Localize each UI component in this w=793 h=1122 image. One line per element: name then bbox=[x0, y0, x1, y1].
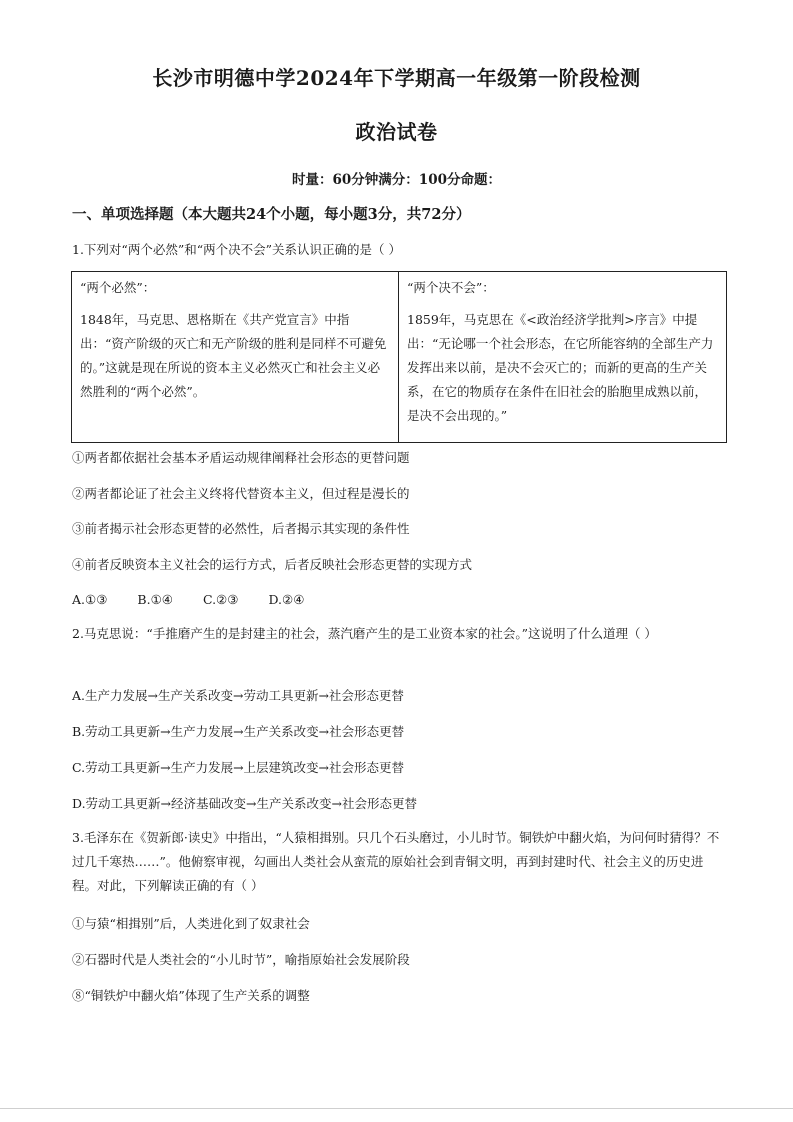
table-left-heading: “两个必然”： bbox=[80, 280, 156, 295]
question-2-stem: 2.马克思说：“手推磨产生的是封建主的社会，蒸汽磨产生的是工业资本家的社会。”这说明了什么道理（ ） bbox=[72, 626, 657, 641]
q2-option-b[interactable]: B.劳动工具更新→生产力发展→生产关系改变→社会形态更替 bbox=[72, 724, 405, 739]
table-left-body: 1848年，马克思、恩格斯在《共产党宣言》中指出：“资产阶级的灭亡和无产阶级的胜利是同样不可避免的。”这就是现在所说的资本主义必然灭亡和社会主义必然胜利的“两个必然”。 bbox=[80, 312, 387, 399]
table-cell-two-inevitables bbox=[72, 272, 399, 443]
exam-subject: 政治试卷 bbox=[355, 120, 438, 144]
q2-option-a[interactable]: A.生产力发展→生产关系改变→劳动工具更新→社会形态更替 bbox=[72, 688, 404, 703]
page-bottom-rule bbox=[0, 1108, 793, 1109]
question-1-stem: 1.下列对“两个必然”和“两个决不会”关系认识正确的是（ ） bbox=[72, 242, 401, 257]
q1-statement-3: ③前者揭示社会形态更替的必然性，后者揭示其实现的条件性 bbox=[72, 521, 410, 536]
q1-statement-1: ①两者都依据社会基本矛盾运动规律阐释社会形态的更替问题 bbox=[72, 450, 410, 465]
q3-statement-2: ②石器时代是人类社会的“小儿时节”，喻指原始社会发展阶段 bbox=[72, 952, 410, 967]
q1-choice-a[interactable]: A.①③ bbox=[72, 592, 108, 607]
q1-choice-c[interactable]: C.②③ bbox=[202, 592, 239, 607]
q1-choices bbox=[72, 592, 330, 607]
q2-option-d[interactable]: D.劳动工具更新→经济基础改变→生产关系改变→社会形态更替 bbox=[72, 796, 417, 811]
exam-title: 长沙市明德中学2024年下学期高一年级第一阶段检测 bbox=[152, 66, 641, 90]
section-heading: 一、单项选择题（本大题共24个小题，每小题3分，共72分） bbox=[72, 206, 471, 223]
table-right-body: 1859年，马克思在《<政治经济学批判>序言》中提出：“无论哪一个社会形态，在它所能容纳的全部生产力发挥出来以前，是决不会灭亡的；而新的更高的生产关系，在它的物质存在条件在旧社会的胎胞里成熟以前，是决不会出现的。” bbox=[407, 312, 714, 423]
q2-option-c[interactable]: C.劳动工具更新→生产力发展→上层建筑改变→社会形态更替 bbox=[72, 760, 405, 775]
comparison-table bbox=[71, 271, 727, 443]
table-right-heading: “两个决不会”： bbox=[407, 280, 495, 295]
q1-choice-d[interactable]: D.②④ bbox=[268, 592, 305, 607]
q1-choice-b[interactable]: B.①④ bbox=[137, 592, 173, 607]
exam-meta: 时量：60分钟满分：100分命题： bbox=[292, 172, 501, 188]
q3-statement-1: ①与猿“相揖别”后，人类进化到了奴隶社会 bbox=[72, 916, 310, 931]
question-3-stem: 3.毛泽东在《贺新郎·读史》中指出，“人猿相揖别。只几个石头磨过，小儿时节。铜铁炉中翻火焰，为问何时猜得？不过几千寒热……”。他俯察审视，勾画出人类社会从蛮荒的原始社会到青铜文明，再到封建时代、社会主义的历史进程。对此，下列解读正确的有（ ） bbox=[72, 830, 720, 893]
q1-statement-2: ②两者都论证了社会主义终将代替资本主义，但过程是漫长的 bbox=[72, 486, 410, 501]
q1-statement-4: ④前者反映资本主义社会的运行方式，后者反映社会形态更替的实现方式 bbox=[72, 557, 473, 572]
q3-statement-3: ⑧“铜铁炉中翻火焰”体现了生产关系的调整 bbox=[72, 988, 310, 1003]
table-cell-two-nevers bbox=[399, 272, 727, 443]
